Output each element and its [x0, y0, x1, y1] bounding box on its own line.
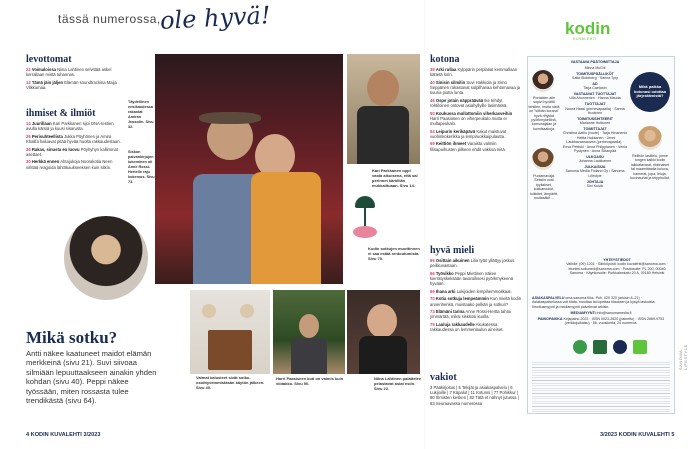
staff-avatar-3	[638, 126, 662, 150]
page-number: 54	[430, 128, 435, 134]
couple-photo	[155, 54, 343, 284]
toc-entry	[430, 80, 522, 96]
note-anne: Siskon paivankirjojen lukeminen oli Anne Rossi-Hertelle raju kokemus. Sivu 73.	[128, 150, 155, 184]
entry-text: Ike tehdyt rohtiloinen ontovat asiahyllyille lasimässä.	[430, 97, 508, 108]
entry-title: Perisuhteellista	[31, 133, 63, 139]
staff-names: Sanoma Media Finland Oy / Sanoma Lifestyle	[565, 169, 625, 178]
mediamyynti-title: MEDIAMYYNTI	[570, 311, 596, 316]
entry-text: Akukatessa rakkaudessa on lemmenlaulun aineiset.	[430, 321, 504, 333]
page-number: 40	[430, 79, 435, 85]
page-number: 65	[430, 258, 435, 263]
kotona-section	[430, 54, 522, 154]
staff-avatar-2	[532, 148, 554, 170]
page-number: 36	[26, 146, 31, 152]
staff-role: JOHTAJA	[586, 179, 604, 184]
entry-text: Jukka Pöyhönen ja Amira Khalifa haluavat pitää hyvää huolta rakkaudestaan.	[26, 133, 121, 144]
page-number: 50	[430, 110, 435, 116]
logo	[565, 19, 611, 50]
toc-entry	[430, 129, 522, 139]
entry-title: Ospe jotain näppräävää	[435, 97, 484, 103]
toc-entry	[430, 296, 522, 306]
toc-entry	[430, 289, 522, 294]
staff-names: Salla Stoteberg · Sanna Tyry	[572, 76, 618, 80]
asiakas-title: ASIAKASPALVELU	[532, 296, 565, 300]
koiri-caption: Kodin sotkujen muottinnen ei saa estää rentoutumista. Sivu 70.	[368, 246, 420, 261]
page-fold	[424, 0, 425, 449]
staff-role: ULKOASU	[586, 154, 604, 159]
levottomat-title: levottomat	[26, 54, 72, 65]
staff-quote-2: Puolamavaja. Seksiin ovat tyyliakset, kukkaruukut, tuikkitet, ämpäritt, multasäkit ...	[529, 174, 559, 201]
badge-4	[633, 340, 647, 354]
entry-title: Juurillaan	[31, 121, 52, 126]
kari-caption: Kari Parkkanen oppi vasta aikuisena, että sai perinnet kärkiliän mukkailtuaan. Sivu 14.	[372, 168, 418, 188]
logo-sub: KUVALEHTI	[573, 37, 597, 41]
staff-heading: VASTAAVA PÄÄTOIMITTAJA	[570, 60, 620, 64]
footer-right: 3/2023 KODIN KUVALEHTI 5	[600, 432, 675, 438]
staff-quote-3: Reilhön lasilleiu, jonne tungen kaikki kodin laikkatavarat, rikkinaiset tai maamittaalla kuluva, kamerat, jopa, leluja, kuvinauhat ja teippirullat.	[630, 154, 670, 181]
entry-text: Anne Rossi-Hertta tahtoi ymmärtää, miksi siskkosi kuolla.	[430, 309, 512, 320]
staff-role: VASTAAVAT TUOTTAJAT	[573, 92, 617, 96]
entry-text: Niina Lahtinen selvittää askel kerrallaan mistä tuhannas.	[26, 67, 112, 78]
entry-title: Leipurin kerikäpävä	[435, 128, 476, 134]
staff-role: JULKAISIJA	[584, 165, 606, 170]
niina-portrait	[64, 216, 148, 300]
staff-role: TOIMITUSPÄÄLLIKÖT	[576, 71, 614, 76]
painopaikka-title: PAINOPAIKKA	[537, 316, 563, 321]
staff-role: AD	[592, 81, 598, 86]
page-number: 69	[430, 288, 435, 294]
staff-names: Noora Hassi (perhevapaalla) · Sanna Huotinen	[565, 106, 625, 116]
entry-title: Voimaloissa	[31, 67, 56, 72]
page-number: 26	[26, 133, 31, 139]
badge-2	[593, 340, 607, 354]
entry-title: Sinisin silmilin	[435, 79, 466, 85]
entry-title: Lauluja rakkaudelle	[435, 321, 475, 327]
vakiot-text: 3 Pääkirjoitus | 5 Tekijät ja asiakaspalvelu | 6 Lukijoille | 7 Käpalut | 11 Kotunni | 77 Pohikkur | 80 Ihmisten kesken | 82 Tätä et nähnyt jutussa | 83 Seuraavassa numerossa	[430, 385, 519, 406]
entry-text: Kakut maistuvat vuohinkokerikka ja lempiruokkaipulautta.	[430, 128, 507, 139]
dek: Antti näkee kaatuneet maidot elämän merkkeinä (sivu 21). Suvi siivoaa silmiään lepuuttaakseen ainakin yhden kohdan (sivu 40). Peppi näkee työssään, miten rossasta tulee trendikästä (sivu 64).	[26, 349, 157, 406]
question-text: Mikä paikka kotonasi odottaa järjestämistä?	[634, 83, 667, 99]
toc-entry	[430, 67, 522, 77]
entry-text: Kylppärin perplatiat kemmallaan kättetä lorin.	[430, 67, 518, 78]
staff-block	[562, 92, 628, 101]
kari-photo	[347, 54, 420, 164]
hyva-title: hyvä mieli	[430, 245, 475, 256]
staff-block	[562, 180, 628, 189]
note-amira: Täydellinen ensikaudessa rakastat Amiran Jussolin. Sivu 32.	[128, 100, 154, 129]
cabinet-photo	[190, 290, 270, 374]
kotona-title: kotona	[430, 54, 460, 65]
entry-text: Varaista valmiin filisapuihusten pilkeen ehdit vakkoa mitä.	[430, 141, 506, 152]
staff-names: Johanna Laukkanen	[578, 159, 612, 164]
entry-title: Herkkä ennen	[31, 159, 60, 165]
entry-title: Ihana arki	[435, 288, 456, 294]
entry-text: Elämän soundtrackina Maija Vilkkumaa.	[26, 79, 117, 90]
fine-print	[532, 362, 670, 412]
hyva-section	[430, 245, 522, 335]
entry-title: Työvikko	[435, 270, 454, 276]
toc-entry	[26, 80, 122, 90]
entry-title: Keittiön ihmeet	[435, 141, 467, 147]
header-script: ole hyvä!	[159, 1, 272, 35]
staff-role: TOIMITUSSIHTEERIT	[577, 116, 613, 121]
page-number: 66	[430, 270, 435, 276]
staff-block	[562, 102, 628, 115]
entry-text: Lukijoiden lempihemmoitkaat.	[456, 288, 512, 294]
staff-names: Sini Kuivik	[586, 184, 604, 189]
page-number: 75	[430, 321, 435, 327]
ihmiset-title: ihmiset & ilmiöt	[26, 108, 96, 119]
toc-entry	[430, 111, 522, 127]
entry-title: Tämä jäin jäljen	[31, 79, 64, 85]
contact-title: YHTEYSTIEDOT	[603, 258, 631, 262]
toc-entry	[26, 159, 122, 169]
page-number: 12	[26, 79, 31, 85]
badge-1	[573, 340, 587, 354]
mediamyynti-text: info@sanomamedia.fi	[596, 311, 632, 316]
staff-block	[562, 165, 628, 178]
toc-entry	[26, 67, 122, 77]
toc-entry	[430, 271, 522, 287]
toc-entry	[430, 98, 522, 108]
entry-title: Elämäni tarina	[435, 309, 465, 315]
staff-names: Marianne Huttunen	[579, 121, 611, 126]
badge-3	[613, 340, 627, 354]
vakiot-title: vakiot	[430, 372, 457, 383]
staff-role: TOIMITTAJAT	[583, 127, 607, 132]
entry-text: Harri Paasiosen on viherpeukalo mutta ei multapeukalo.	[430, 115, 507, 126]
entry-text: Kari Parkkanen sijoi DNA-testien avulla kärsiä ja kuusi sisarusta.	[26, 121, 114, 132]
entry-text: Kun mieltä kodin annenhenkä, muistaako pelkän ja sotkun?	[430, 296, 522, 307]
toc-entry	[430, 322, 522, 332]
page-number: 22	[26, 67, 31, 72]
badges	[560, 340, 660, 358]
toc-entry	[430, 258, 522, 268]
page-number: 14	[26, 121, 31, 126]
toc-entry	[430, 309, 522, 319]
asiakas-text: oma.sanoma.fi/ks. Puh. 020 320 (arkisin 8–21) · Asiakaspalvelussa voit tilata, muuttaa tai lopettaa tilauksen ja kysyä laskuista. Ilmoitusmyynti ja mediamyynti palvelevat arkisin.	[532, 296, 656, 309]
page-number: 59	[430, 141, 435, 147]
ihmiset-section	[26, 108, 122, 172]
harri-photo	[273, 290, 345, 374]
toc-entry	[430, 141, 522, 151]
staff-block	[562, 127, 628, 153]
entry-title: Rakas, sinusta en luovu	[31, 146, 80, 152]
staff-list	[562, 60, 628, 188]
staff-role: TUOTTAJAT	[584, 102, 606, 107]
footer-left: 4 KODIN KUVALEHTI 3/2023	[26, 432, 101, 438]
staff-block	[562, 82, 628, 91]
staff-names: Ulla Ahonnenen · Hanna Mauda	[569, 96, 621, 101]
toc-entry	[26, 121, 122, 131]
entry-text: Ahtajukoja Noorakotia Neen virittää reagoida lähtökaukseeksen kuin sitkin.	[26, 159, 113, 170]
contact-text: Vaihde: (09) 1201 · Sähköposti: kodin.kuvalehti@sanoma.com · etunimi.sukunimi@sanoma.com · Postiosoite: PL 200, 00040 Sanoma · Käyntiosoite: Porkkalankatu 20 A, 00180 Helsinki	[566, 262, 668, 276]
header-intro: tässä numerossa,	[58, 12, 161, 26]
entry-title: Koukussa mullattomiin viherkasveihin	[435, 110, 513, 116]
headline: Mikä sotku?	[26, 328, 118, 347]
valmat-caption: Valmat kalusteet sivät sotku-osoittyvemmistäsän käytön jälkeen. Sivu 40.	[196, 375, 265, 390]
page-number: 70	[430, 296, 435, 302]
niina-photo	[347, 290, 420, 374]
page-number: 39	[430, 67, 435, 72]
asiakas-block	[532, 296, 670, 325]
entry-text: Peppi Miettinen näkee kierrätyskeksään tavaroiksesi pyörkmykeenä hyvään.	[430, 270, 514, 287]
toc-entry	[26, 147, 122, 157]
entry-text: Lilia tyttö yllättyy joskus peilikuvastaan.	[430, 258, 515, 269]
entry-text: Suvi Hakkiola ja Simo Seppänen rakastavat sulpilhavaa kehtomavaa ja suuria piutta lunta.	[430, 79, 521, 96]
logo-text: kodin	[565, 19, 611, 38]
staff-block	[562, 72, 628, 81]
levottomat-section	[26, 54, 122, 93]
staff-names: Minna McGill	[584, 65, 606, 70]
page-number: 73	[430, 309, 435, 315]
toc-entry	[26, 134, 122, 144]
page-number: 46	[430, 97, 435, 103]
page-number: 30	[26, 159, 31, 165]
lamp-illustration	[351, 196, 379, 240]
contact-block	[562, 258, 672, 276]
staff-quote-1: Portaiden alle sopivi hyvältä tehtiien, mutta sielä on "sitkiän korana" hyvä rihykkä pyörkmykeäinä, kamunajalan ja luomisaakoja.	[528, 96, 560, 131]
entry-title: Osittain aikuinen	[435, 258, 470, 263]
vertical-label: SANOMA LIFESTYLE	[678, 344, 688, 370]
niina-caption: Niina Lahtinen palattelee pelastavat asiat esiin. Sivu 22.	[374, 376, 422, 391]
staff-block	[562, 117, 628, 126]
entry-title: Kotia sotkuja lempeämmin	[435, 296, 489, 302]
staff-names: Tarja Caetanin	[583, 86, 607, 91]
question-bubble	[630, 72, 670, 112]
entry-title: Arki rullaa	[435, 67, 457, 72]
staff-avatar-1	[532, 70, 554, 92]
staff-names: Christina Aatlio (vuote) · Tarja Hinanenio · Heitta Hukkanen · Jenni Laukkavaanauvea (perhevapaalla) · Eeva Pettiski · Anna Philppianen · Venla Pystynen · Anna Siltanpää	[562, 131, 628, 154]
entry-text: Pöyhyhyn kallimmat asettaet.	[26, 146, 118, 157]
painopaikka-text: Kirjapaino 2023 · ISSN 0023-2620 (painettu) · ISSN 2669-9753 (verkkojulkaisu) · 56. vuosikerta, 24 numeroa.	[563, 316, 665, 326]
harri-caption: Harri Paasiseen koti on valmis kuin viidakko. Sivu 50.	[276, 376, 344, 386]
staff-block	[562, 66, 628, 70]
staff-block	[562, 155, 628, 164]
vakiot-section	[430, 372, 522, 406]
